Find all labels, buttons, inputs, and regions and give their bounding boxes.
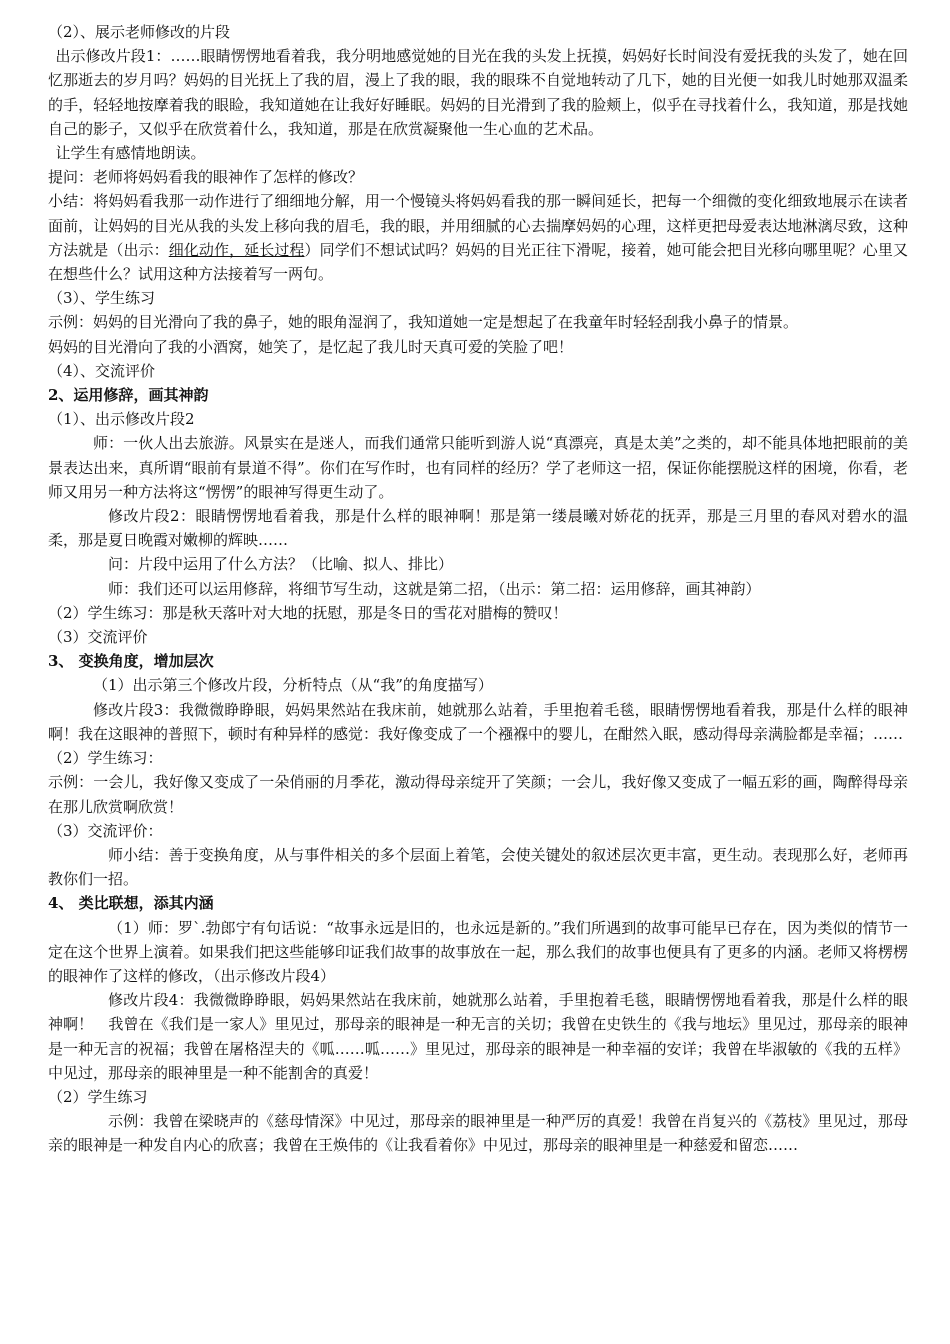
paragraph: （3）、学生练习 <box>48 289 156 308</box>
paragraph: （2）学生练习 <box>48 1087 148 1106</box>
paragraph: （2）、展示老师修改的片段 <box>48 23 231 41</box>
text-run: ）同学们不想试试吗？妈妈的目光正往下滑呢，接着，她可能会把目光移向哪里呢？心里又在想些什么？试用这种方法接着写一两句。 <box>48 240 908 284</box>
paragraph: 示例：我曾在梁晓声的《慈母情深》中见过，那母亲的眼神里是一种严厉的真爱！我曾在肖复兴的《荔枝》里见过，那母亲的眼神是一种发自内心的欣喜；我曾在王焕伟的《让我看着你》中见过，那母亲的眼神里是一种慈爱和留恋…… <box>48 1112 908 1155</box>
paragraph: 师：我们还可以运用修辞，将细节写生动，这就是第二招，（出示：第二招：运用修辞，画其神韵） <box>108 579 761 598</box>
paragraph: 师：一伙人出去旅游。风景实在是迷人，而我们通常只能听到游人说“真漂亮，真是太美”之类的，却不能具体地把眼前的美景表达出来，真所谓“眼前有景道不得”。你们在写作时，也有同样的经历？学了老师这一招，保证你能摆脱这样的困境，你看，老师又用另一种方法将这“愣愣”的眼神写得更生动了。 <box>48 434 908 501</box>
paragraph: 师小结：善于变换角度，从与事件相关的多个层面上着笔，会使关键处的叙述层次更丰富，更生动。表现那么好，老师再教你们一招。 <box>48 845 908 889</box>
paragraph: （2）学生练习：那是秋天落叶对大地的抚慰，那是冬日的雪花对腊梅的赞叹！ <box>48 603 568 622</box>
paragraph: 修改片段4：我微微睁睁眼，妈妈果然站在我床前，她就那么站着，手里抱着毛毯，眼睛愣愣地看着我，那是什么样的眼神啊！ 我曾在《我们是一家人》里见过，那母亲的眼神是一种无言的关切；我曾在史铁生的《我与地坛》里见过，那母亲的眼神是一种无言的祝福；我曾在屠格涅夫的《呱……呱……》里见过，那母亲的眼神是一种幸福的安详；我曾在毕淑敏的《我的五样》中见过，那母亲的眼神里是一种不能割舍的真爱！ <box>48 991 908 1082</box>
paragraph: （1）出示第三个修改片段，分析特点（从“我”的角度描写） <box>93 676 493 695</box>
paragraph: 示例：一会儿，我好像又变成了一朵俏丽的月季花，激动得母亲绽开了笑颜；一会儿，我好像又变成了一幅五彩的画，陶醉得母亲在那儿欣赏啊欣赏！ <box>48 773 908 816</box>
paragraph: （3）交流评价： <box>48 821 163 840</box>
paragraph: （2）学生练习： <box>48 749 163 768</box>
section-heading: 4、 类比联想，添其内涵 <box>48 894 214 913</box>
paragraph: 提问：老师将妈妈看我的眼神作了怎样的修改？ <box>48 168 364 187</box>
text-run: 小结：将妈妈看我那一动作进行了细细地分解，用一个慢镜头将妈妈看我的那一瞬间延长，把每一个细微的变化细致地展示在读者面前，让妈妈的目光从我的头发上移向我的眉毛，我的眼，并用细腻的心去揣摩妈妈的心理，这样更把母爱表达地淋漓尽致，这种方法就是（出示： <box>48 192 908 259</box>
paragraph: 让学生有感情地朗读。 <box>55 144 206 163</box>
section-heading: 2、运用修辞，画其神韵 <box>48 386 209 405</box>
paragraph: （1）、出示修改片段2 <box>48 410 195 429</box>
paragraph: 修改片段2：眼睛愣愣地看着我，那是什么样的眼神啊！那是第一缕晨曦对娇花的抚弄，那是三月里的春风对碧水的温柔，那是夏日晚霞对嫩柳的辉映…… <box>48 507 908 550</box>
paragraph <box>48 189 908 286</box>
paragraph: 妈妈的目光滑向了我的小酒窝，她笑了，是忆起了我儿时天真可爱的笑脸了吧！ <box>48 337 574 356</box>
underlined-term: 细化动作，延长过程 <box>168 240 305 259</box>
paragraph: （4）、交流评价 <box>48 361 156 380</box>
paragraph: 示例：妈妈的目光滑向了我的鼻子，她的眼角湿润了，我知道她一定是想起了在我童年时轻轻刮我小鼻子的情景。 <box>48 313 799 332</box>
paragraph: 出示修改片段1：……眼睛愣愣地看着我，我分明地感觉她的目光在我的头发上抚摸，妈妈好长时间没有爱抚我的头发了，她在回忆那逝去的岁月吗？妈妈的目光抚上了我的眉，漫上了我的眼，我的眼珠不自觉地转动了几下，她的目光便一如我儿时她那双温柔的手，轻轻地按摩着我的眼睑，我知道她在让我好好睡眠。妈妈的目光滑到了我的脸颊上，似乎在寻找着什么，我知道，那是找她自己的影子，又似乎在欣赏着什么，我知道，那是在欣赏凝聚他一生心血的艺术品。 <box>48 47 908 138</box>
section-heading: 3、 变换角度，增加层次 <box>48 652 214 671</box>
paragraph: 修改片段3：我微微睁睁眼，妈妈果然站在我床前，她就那么站着，手里抱着毛毯，眼睛愣愣地看着我，那是什么样的眼神啊！我在这眼神的普照下，顿时有种异样的感觉：我好像变成了一个襁褓中的婴儿，在酣然入眠，感动得母亲满脸都是幸福；…… <box>48 700 908 743</box>
paragraph: （1）师：罗`.勃郎宁有句话说：“故事永远是旧的，也永远是新的。”我们所遇到的故事可能早已存在，因为类似的情节一定在这个世界上演着。如果我们把这些能够印证我们故事的故事放在一起，那么我们的故事也便具有了更多的内涵。老师又将楞楞的眼神作了这样的修改，（出示修改片段4） <box>48 918 908 985</box>
paragraph: 问：片段中运用了什么方法？（比喻、拟人、排比） <box>108 555 454 574</box>
paragraph: （3）交流评价 <box>48 628 148 647</box>
document-page <box>48 20 908 1158</box>
